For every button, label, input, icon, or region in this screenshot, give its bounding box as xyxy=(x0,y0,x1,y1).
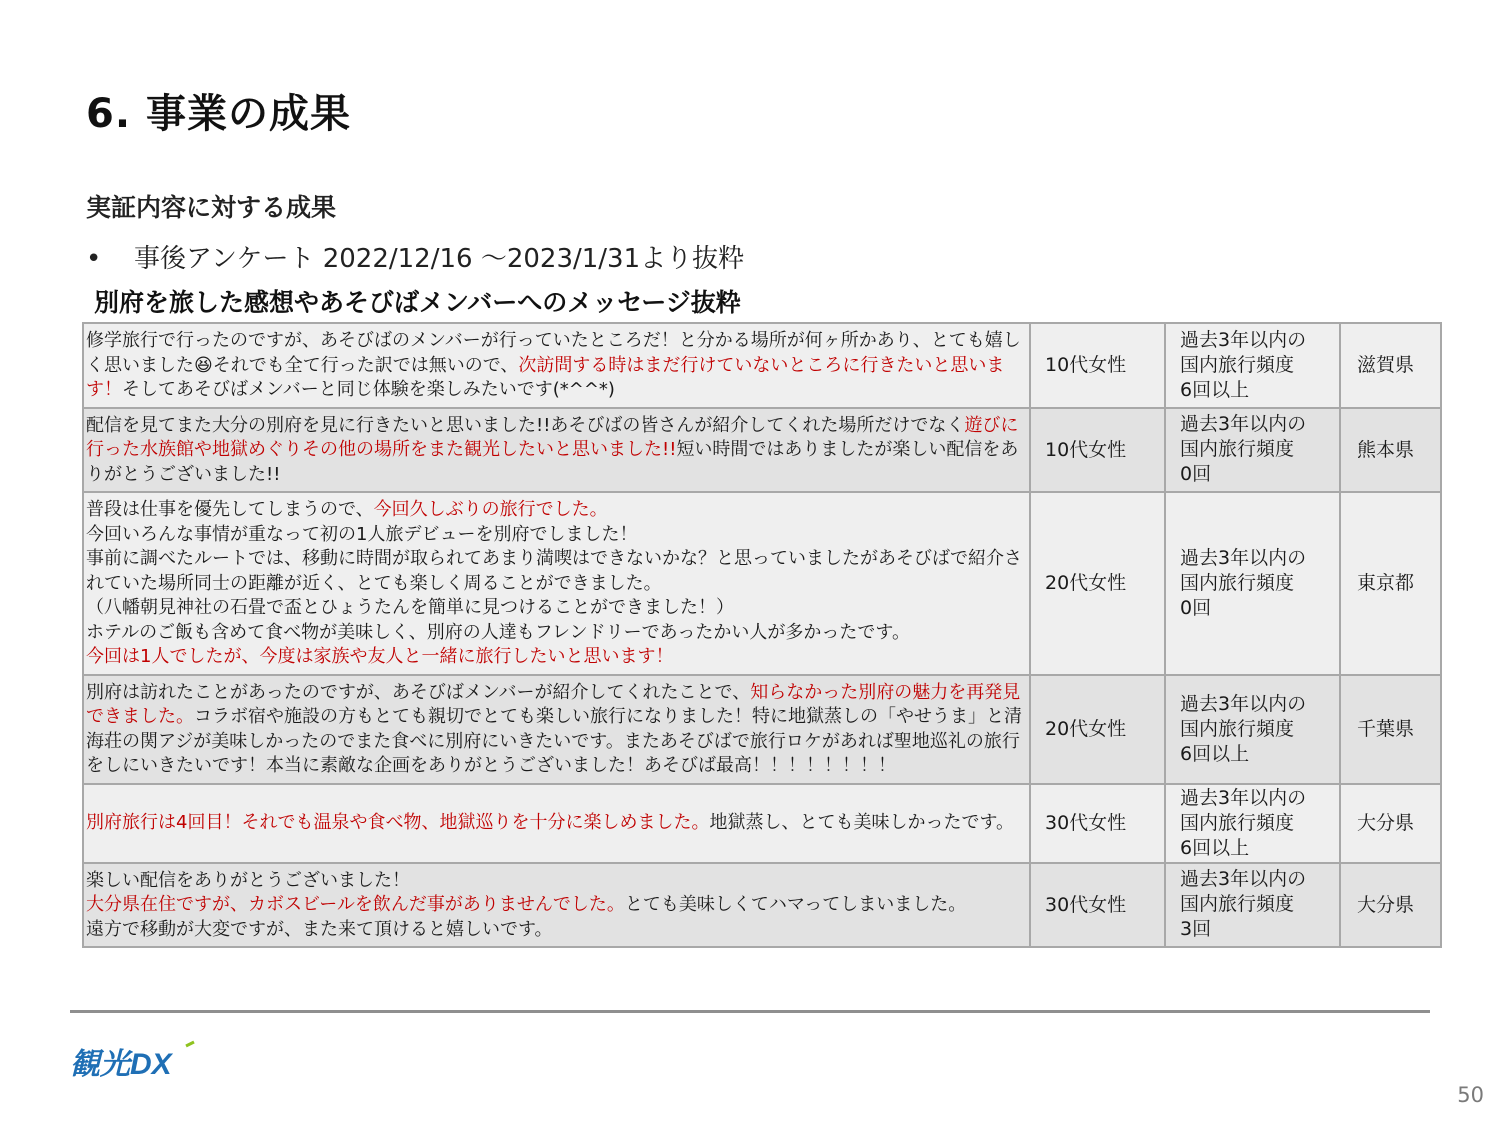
travel-frequency xyxy=(1165,784,1340,863)
comment-text: （八幡朝見神社の石畳で盃とひょうたんを簡単に見つけることができました！） xyxy=(86,597,734,618)
comment-text: 短い時間ではありましたが楽しい配信をありがとうございました!! xyxy=(86,439,1019,485)
respondent-demographic: 30代女性 xyxy=(1030,784,1165,863)
frequency-value: 3回 xyxy=(1180,918,1212,941)
frequency-label: 過去3年以内の xyxy=(1180,413,1307,436)
comment-text: 事前に調べたルートでは、移動に時間が取られてあまり満喫はできないかな？と思っていましたがあそびばで紹介されていた場所同士の距離が近く、とても楽しく周ることができました。 xyxy=(86,548,1022,594)
comment-highlight: 今回は1人でしたが、今度は家族や友人と一緒に旅行したいと思います！ xyxy=(86,646,674,667)
respondent-prefecture: 千葉県 xyxy=(1340,675,1441,784)
response-row xyxy=(83,675,1441,784)
frequency-label: 国内旅行頻度 xyxy=(1180,438,1295,461)
comment-highlight: 別府旅行は4回目！それでも温泉や食べ物、地獄巡りを十分に楽しめました。 xyxy=(86,812,710,834)
travel-frequency xyxy=(1165,492,1340,675)
frequency-label: 過去3年以内の xyxy=(1180,786,1307,809)
frequency-label: 過去3年以内の xyxy=(1180,328,1307,351)
respondent-demographic: 10代女性 xyxy=(1030,323,1165,408)
comment-text: 修学旅行で行ったのですが、あそびばのメンバーが行っていたところだ！と分かる場所が何ヶ所かあり、とても嬉しく思いました😆それでも全て行った訳では無いので、 xyxy=(86,330,1021,376)
section-heading: 実証内容に対する成果 xyxy=(86,193,337,222)
response-comment xyxy=(83,784,1030,863)
comment-text: 地獄蒸し、とても美味しかったです。 xyxy=(709,812,1015,834)
travel-frequency xyxy=(1165,863,1340,948)
response-row xyxy=(83,784,1441,863)
frequency-label: 過去3年以内の xyxy=(1180,692,1307,715)
respondent-demographic: 20代女性 xyxy=(1030,675,1165,784)
comment-text: そしてあそびばメンバーと同じ体験を楽しみたいです(*^^*) xyxy=(122,379,615,400)
page-number: 50 xyxy=(1457,1083,1484,1107)
comment-highlight: 大分県在住ですが、カボスビールを飲んだ事がありませんでした。 xyxy=(86,894,625,915)
comment-text: 遠方で移動が大変ですが、また来て頂けると嬉しいです。 xyxy=(86,918,553,940)
response-comment xyxy=(83,863,1030,948)
respondent-prefecture: 熊本県 xyxy=(1340,408,1441,493)
response-row xyxy=(83,323,1441,408)
travel-frequency xyxy=(1165,675,1340,784)
comment-text: 普段は仕事を優先してしまうので、 xyxy=(86,499,374,520)
bullet-marker: • xyxy=(86,244,102,274)
frequency-label: 国内旅行頻度 xyxy=(1180,571,1295,594)
frequency-value: 6回以上 xyxy=(1180,742,1250,765)
comment-highlight: 知らなかった別府の魅力を再発見できました。 xyxy=(86,681,1021,727)
respondent-prefecture: 大分県 xyxy=(1340,784,1441,863)
frequency-label: 国内旅行頻度 xyxy=(1180,893,1295,916)
response-row xyxy=(83,408,1441,493)
frequency-label: 国内旅行頻度 xyxy=(1180,811,1295,834)
response-comment xyxy=(83,323,1030,408)
comment-text: 配信を見てまた大分の別府を見に行きたいと思いました!!あそびばの皆さんが紹介してくれた場所だけでなく xyxy=(86,414,965,436)
comment-text: 楽しい配信をありがとうございました！ xyxy=(86,869,410,891)
respondent-prefecture: 大分県 xyxy=(1340,863,1441,948)
sub-heading: 別府を旅した感想やあそびばメンバーへのメッセージ抜粋 xyxy=(94,288,741,317)
frequency-value: 6回以上 xyxy=(1180,378,1250,401)
comment-text: コラボ宿や施設の方もとても親切でとても楽しい旅行になりました！特に地獄蒸しの「やせうま」と清海荘の関アジが美味しかったのでまた食べに別府にいきたいです。またあそびばで旅行ロケがあれば聖地巡礼の旅行をしにいきたいです！本当に素敵な企画をありがとうございました！あそびば最高！！！！！！！！ xyxy=(86,706,1022,776)
footer-divider xyxy=(70,1010,1430,1013)
bullet-item xyxy=(86,238,744,275)
response-comment xyxy=(83,492,1030,675)
frequency-label: 国内旅行頻度 xyxy=(1180,717,1295,740)
comment-text: 今回いろんな事情が重なって初の1人旅デビューを別府でしました！ xyxy=(86,523,638,545)
respondent-prefecture: 東京都 xyxy=(1340,492,1441,675)
respondent-demographic: 10代女性 xyxy=(1030,408,1165,493)
travel-frequency xyxy=(1165,408,1340,493)
logo-wordmark: 観光DX xyxy=(70,1048,172,1081)
respondent-demographic: 20代女性 xyxy=(1030,492,1165,675)
logo-accent xyxy=(186,1042,194,1046)
comment-highlight: 今回久しぶりの旅行でした。 xyxy=(373,499,608,520)
respondent-demographic: 30代女性 xyxy=(1030,863,1165,948)
frequency-label: 過去3年以内の xyxy=(1180,868,1307,891)
survey-response-table xyxy=(82,322,1442,948)
comment-text: とても美味しくてハマってしまいました。 xyxy=(624,894,967,915)
frequency-label: 国内旅行頻度 xyxy=(1180,353,1295,376)
kanko-dx-logo xyxy=(70,1040,198,1084)
frequency-value: 0回 xyxy=(1180,463,1212,486)
comment-highlight: 次訪問する時はまだ行けていないところに行きたいと思います！ xyxy=(86,354,1005,400)
respondent-prefecture: 滋賀県 xyxy=(1340,323,1441,408)
frequency-value: 6回以上 xyxy=(1180,836,1250,859)
bullet-text: 事後アンケート 2022/12/16 ～2023/1/31より抜粋 xyxy=(134,244,745,274)
frequency-value: 0回 xyxy=(1180,596,1212,619)
comment-text: 別府は訪れたことがあったのですが、あそびばメンバーが紹介してくれたことで、 xyxy=(86,681,751,703)
response-comment xyxy=(83,408,1030,493)
travel-frequency xyxy=(1165,323,1340,408)
page-title: 6. 事業の成果 xyxy=(86,91,351,137)
comment-text: ホテルのご飯も含めて食べ物が美味しく、別府の人達もフレンドリーであったかい人が多かったです。 xyxy=(86,621,910,643)
response-row xyxy=(83,863,1441,948)
comment-highlight: 遊びに行った水族館や地獄めぐりその他の場所をまた観光したいと思いました!! xyxy=(86,414,1019,460)
frequency-label: 過去3年以内の xyxy=(1180,546,1307,569)
response-row xyxy=(83,492,1441,675)
response-comment xyxy=(83,675,1030,784)
